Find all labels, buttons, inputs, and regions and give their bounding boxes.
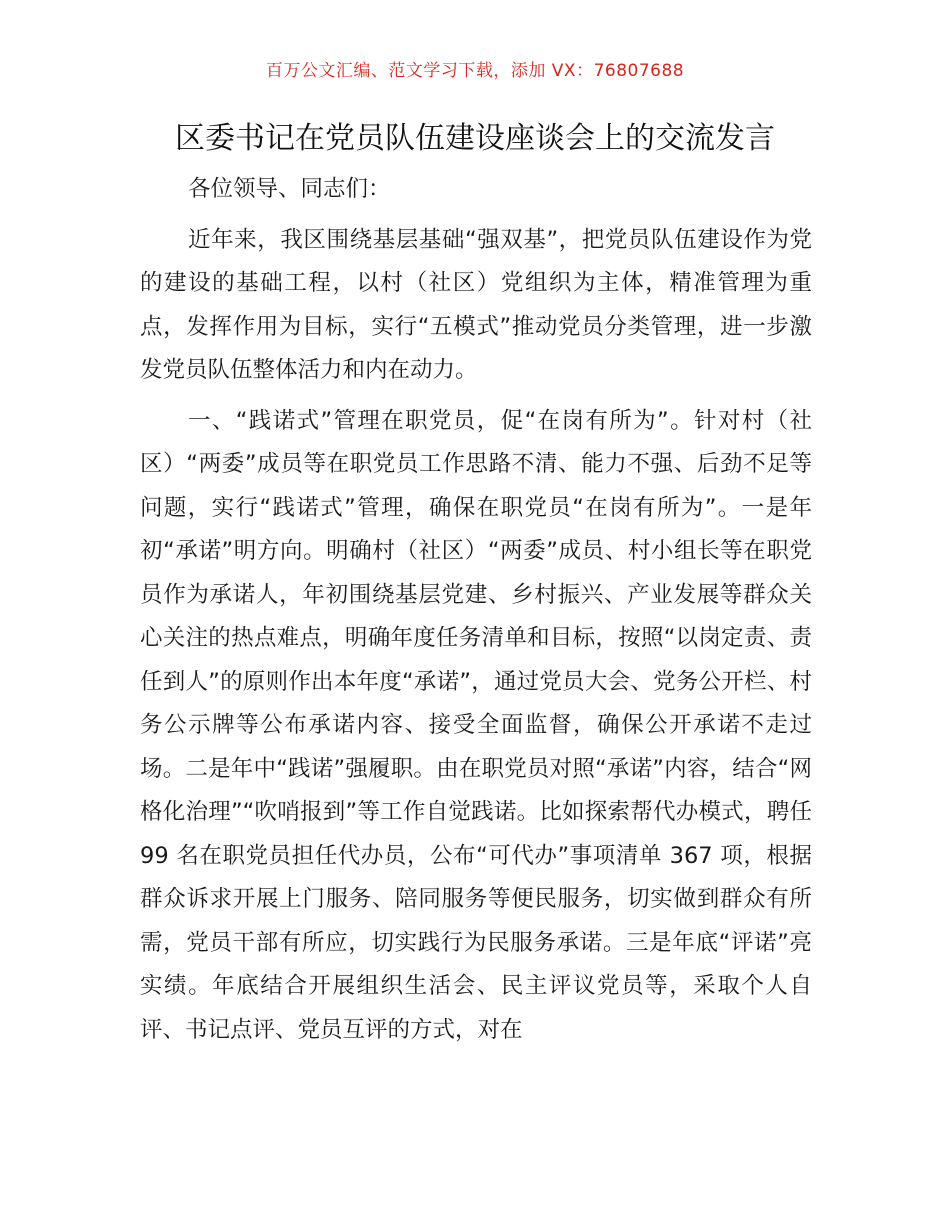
header-banner: 百万公文汇编、范文学习下载，添加 VX：76807688 (265, 61, 685, 81)
paragraph-section-one: 一、“践诺式”管理在职党员，促“在岗有所为”。针对村（社区）“两委”成员等在职党员工作思路不清、能力不强、后劲不足等问题，实行“践诺式”管理，确保在职党员“在岗有所为”。一是年初“承诺”明方向。明确村（社区）“两委”成员、村小组长等在职党员作为承诺人，年初围绕基层党建、乡村振兴、产业发展等群众关心关注的热点难点，明确年度任务清单和目标，按照“以岗定责、责任到人”的原则作出本年度“承诺”，通过党员大会、党务公开栏、村务公示牌等公布承诺内容、接受全面监督，确保公开承诺不走过场。二是年中“践诺”强履职。由在职党员对照“承诺”内容，结合“网格化治理”“吹哨报到”等工作自觉践诺。比如探索帮代办模式，聘任 99 名在职党员担任代办员，公布“可代办”事项清单 367 项，根据群众诉求开展上门服务、陪同服务等便民服务，切实做到群众有所需，党员干部有所应，切实践行为民服务承诺。三是年底“评诺”亮实绩。年底结合开展组织生活会、民主评议党员等，采取个人自评、书记点评、党员互评的方式，对在 (140, 407, 812, 1043)
page-title: 区委书记在党员队伍建设座谈会上的交流发言 (175, 121, 775, 156)
salutation: 各位领导、同志们： (188, 176, 391, 202)
paragraph-intro: 近年来，我区围绕基层基础“强双基”，把党员队伍建设作为党的建设的基础工程，以村（社区）党组织为主体，精准管理为重点，发挥作用为目标，实行“五模式”推动党员分类管理，进一步激发党员队伍整体活力和内在动力。 (140, 226, 812, 383)
document-body (140, 168, 812, 1052)
